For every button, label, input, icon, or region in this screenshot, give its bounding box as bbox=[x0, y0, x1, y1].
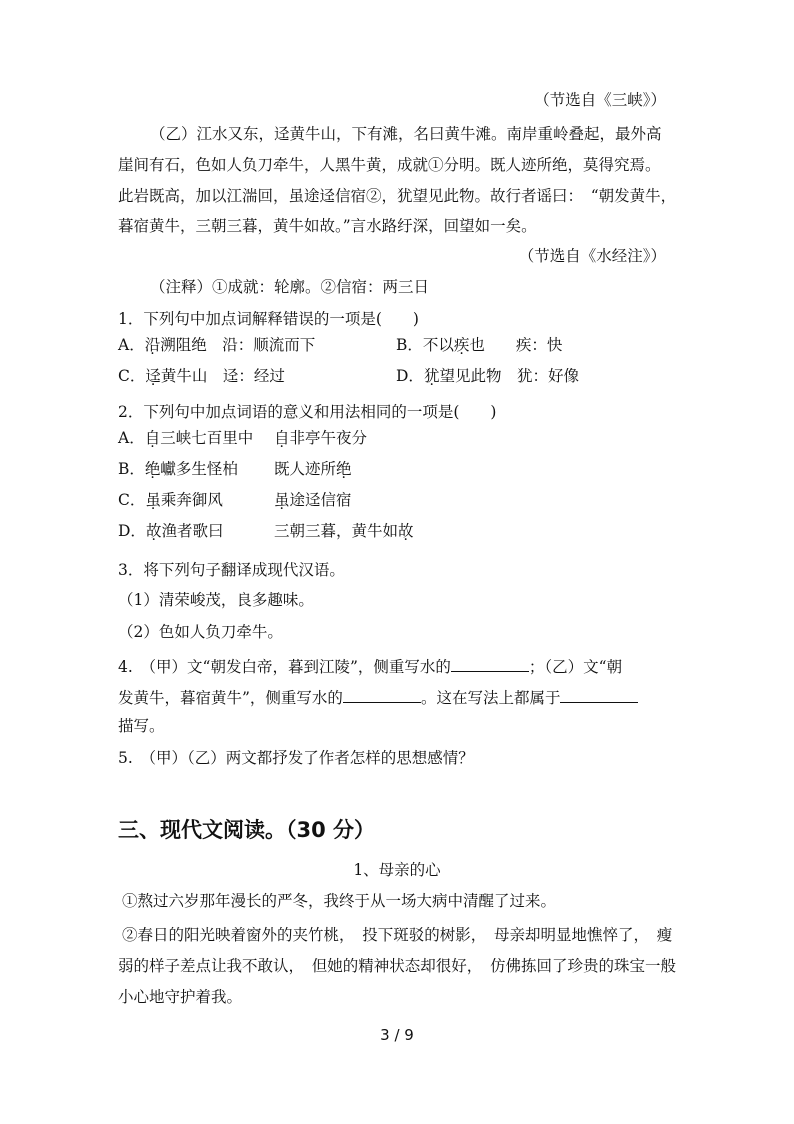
emphasis-dot-char: 迳 bbox=[145, 367, 161, 385]
emphasis-dot-char: 绝 bbox=[336, 460, 352, 478]
paragraph-2-line-2: 弱的样子差点让我不敢认， 但她的精神状态却很好， 仿佛拣回了珍贵的珠宝一般 bbox=[118, 957, 677, 975]
emphasis-dot-char: 故 bbox=[398, 522, 414, 540]
question-3-stem: 3．将下列句子翻译成现代汉语。 bbox=[118, 561, 345, 579]
question-2-option-a: A．自三峡七百里中 自非亭午夜分 bbox=[118, 429, 368, 447]
question-2-option-d: D．故渔者歌曰 三朝三暮，黄牛如故 bbox=[118, 522, 414, 540]
question-4-line-1: 4. （甲）文“朝发白帝，暮到江陵”，侧重写水的 ；（乙）文“朝 bbox=[118, 655, 622, 677]
question-5: 5. （甲）（乙）两文都抒发了作者怎样的思想感情？ bbox=[118, 749, 474, 767]
question-4-line-2: 发黄牛，暮宿黄牛”，侧重写水的 。这在写法上都属于 bbox=[118, 686, 638, 708]
emphasis-dot-char: 疾 bbox=[453, 336, 470, 354]
question-4-line-3: 描写。 bbox=[118, 717, 165, 735]
annotation-note: （注释）①成就：轮廓。②信宿：两三日 bbox=[150, 278, 430, 296]
question-1-option-c: C．迳黄牛山 迳：经过 bbox=[118, 367, 285, 385]
emphasis-dot-char: 沿 bbox=[144, 336, 161, 354]
section-title: 三、现代文阅读。（30 分） bbox=[118, 818, 376, 842]
paragraph-2-line-1: ②春日的阳光映着窗外的夹竹桃， 投下斑驳的树影， 母亲却明显地憔悴了， 瘦 bbox=[122, 926, 673, 944]
passage-yi-line-3: 此岩既高，加以江湍回，虽途迳信宿②，犹望见此物。故行者谣曰： “朝发黄牛， bbox=[118, 187, 677, 205]
emphasis-dot-char: 虽 bbox=[274, 491, 290, 509]
question-2-option-c: C．虽乘奔御风 虽途迳信宿 bbox=[118, 491, 352, 509]
answer-blank[interactable] bbox=[560, 686, 638, 703]
question-1-option-d: D．犹望见此物 犹：好像 bbox=[396, 367, 579, 385]
question-3-sentence-1: （1）清荣峻茂，良多趣味。 bbox=[118, 591, 314, 609]
source-citation-sanxia: （节选自《三峡》） bbox=[534, 91, 666, 109]
passage-yi-line-4: 暮宿黄牛，三朝三暮，黄牛如故。”言水路纡深，回望如一矣。 bbox=[118, 217, 537, 235]
emphasis-dot-char: 自 bbox=[144, 429, 161, 447]
question-1-option-a: A．沿溯阻绝 沿：顺流而下 bbox=[118, 336, 316, 354]
question-2-option-b: B．绝巘多生怪柏 既人迹所绝 bbox=[118, 460, 352, 478]
passage-yi-line-2: 崖间有石，色如人负刀牵牛，人黑牛黄，成就①分明。既人迹所绝，莫得究焉。 bbox=[118, 156, 661, 174]
answer-blank[interactable] bbox=[451, 655, 529, 672]
emphasis-dot-char: 虽 bbox=[145, 491, 161, 509]
emphasis-dot-char: 故 bbox=[145, 522, 162, 540]
question-1-option-b: B．不以疾也 疾：快 bbox=[396, 336, 563, 354]
source-citation-shuijingzhu: （节选自《水经注》） bbox=[518, 247, 666, 265]
answer-blank[interactable] bbox=[343, 686, 421, 703]
paragraph-2-line-3: 小心地守护着我。 bbox=[118, 988, 243, 1006]
emphasis-dot-char: 犹 bbox=[423, 367, 440, 385]
paragraph-1: ①熬过六岁那年漫长的严冬，我终于从一场大病中清醒了过来。 bbox=[122, 892, 557, 910]
passage-yi-line-1: （乙）江水又东，迳黄牛山，下有滩，名曰黄牛滩。南岸重岭叠起，最外高 bbox=[150, 125, 662, 143]
question-2-stem: 2．下列句中加点词语的意义和用法相同的一项是( ) bbox=[118, 403, 497, 421]
question-3-sentence-2: （2）色如人负刀牵牛。 bbox=[118, 623, 283, 641]
emphasis-dot-char: 自 bbox=[274, 429, 290, 447]
question-1-stem: 1．下列句中加点词解释错误的一项是( ) bbox=[118, 310, 419, 328]
page-number: 3 / 9 bbox=[380, 1026, 414, 1044]
emphasis-dot-char: 绝 bbox=[144, 460, 161, 478]
article-title: 1、母亲的心 bbox=[353, 861, 441, 879]
